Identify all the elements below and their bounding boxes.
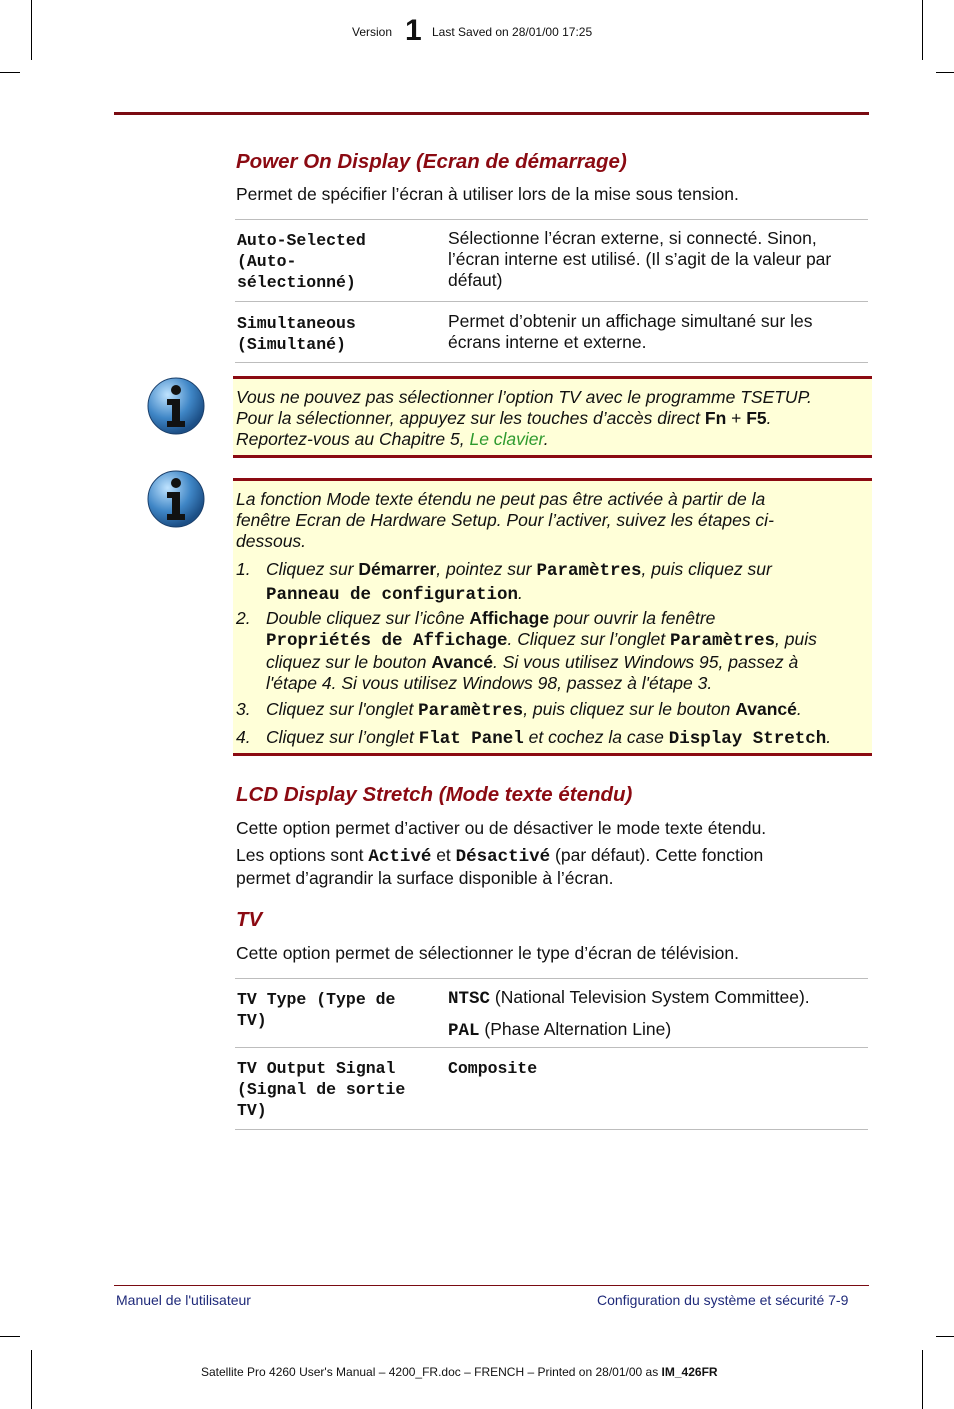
footer-left: Manuel de l'utilisateur [116, 1292, 251, 1308]
print-info: Satellite Pro 4260 User's Manual – 4200_FR.doc – FRENCH – Printed on 28/01/00 as IM_426FR [201, 1365, 718, 1379]
crop-mark [0, 1336, 20, 1337]
table-row-option: TV Output Signal (Signal de sortie TV) [237, 1059, 406, 1120]
table-row-option: Simultaneous (Simultané) [237, 314, 356, 354]
table-rule [235, 219, 868, 220]
note-line: Reportez-vous au Chapitre 5, Le clavier. [236, 429, 549, 449]
table-rule [235, 362, 868, 363]
crop-mark [31, 1350, 32, 1409]
crop-mark [31, 0, 32, 60]
info-icon [147, 377, 205, 435]
section-title-lcd-display-stretch: LCD Display Stretch (Mode texte étendu) [236, 783, 633, 806]
table-row-value: Composite [448, 1059, 538, 1078]
tv-intro: Cette option permet de sélectionner le type d’écran de télévision. [236, 943, 739, 963]
note-box [233, 376, 872, 458]
crop-mark [0, 72, 20, 73]
note-box: La fonction Mode texte étendu ne peut pas être activée à partir de la fenêtre Ecran de Hardware Setup. Pour l’activer, suivez les étapes ci- dessous. 1. Cliquez sur Démarrer, pointez sur Paramètres, puis cliquez sur Panneau de configuration. 2. Double cliquez sur l’icône Affichage pour ouvrir la fenêtre Propriétés de Affichage. Cliquez sur l’onglet Paramètres, puis cliquez sur le bouton Avancé. Si vous utilisez Windows 95, passez à l'étape 4. Si vous utilisez Windows 98, passez à l'étape 3. 3. Cliquez sur l'onglet Paramètres, puis cliquez sur le bouton Avancé. 4. Cliquez sur l’onglet Flat Panel et cochez la case Display Stretch. [233, 478, 872, 756]
header-version-number: 1 [405, 14, 422, 47]
section-title-tv: TV [236, 908, 263, 931]
crop-mark [936, 72, 954, 73]
table-rule [235, 1047, 868, 1048]
lcd-para-2: Les options sont Activé et Désactivé (par défaut). Cette fonction permet d’agrandir la surface disponible à l’écran. [236, 845, 764, 888]
table-row-description: Permet d’obtenir un affichage simultané sur les écrans interne et externe. [448, 311, 813, 352]
section-title-power-on-display: Power On Display (Ecran de démarrage) [236, 150, 627, 173]
table-row-option: TV Type (Type de TV) [237, 990, 396, 1030]
table-row-description: NTSC (National Television System Committee). PAL (Phase Alternation Line) [448, 987, 810, 1041]
table-rule [235, 301, 868, 302]
header-version-label: Version [352, 25, 393, 39]
info-icon [147, 470, 205, 528]
table-rule [235, 978, 868, 979]
table-rule [235, 1129, 868, 1130]
top-rule [114, 112, 869, 115]
table-row-option: Auto-Selected (Auto- sélectionné) [237, 231, 366, 292]
crop-mark [936, 1336, 954, 1337]
footer-rule [114, 1285, 869, 1286]
crop-mark [922, 1350, 923, 1409]
power-intro: Permet de spécifier l’écran à utiliser lors de la mise sous tension. [236, 184, 739, 204]
note-line: Pour la sélectionner, appuyez sur les touches d’accès direct Fn + F5. [236, 408, 772, 428]
lcd-para-1: Cette option permet d’activer ou de désactiver le mode texte étendu. [236, 818, 767, 838]
note-intro: La fonction Mode texte étendu ne peut pas être activée à partir de la fenêtre Ecran de Hardware Setup. Pour l’activer, suivez les étapes ci- dessous. [236, 489, 774, 551]
table-row-description: Sélectionne l’écran externe, si connecté. Sinon, l’écran interne est utilisé. (Il s’agit de la valeur par défaut) [448, 228, 832, 290]
header-last-saved: Last Saved on 28/01/00 17:25 [432, 25, 593, 39]
chapter-link[interactable]: Le clavier [469, 429, 544, 449]
crop-mark [922, 0, 923, 60]
footer-right: Configuration du système et sécurité 7-9 [597, 1292, 849, 1308]
note-line: Vous ne pouvez pas sélectionner l’option TV avec le programme TSETUP. [236, 387, 812, 407]
